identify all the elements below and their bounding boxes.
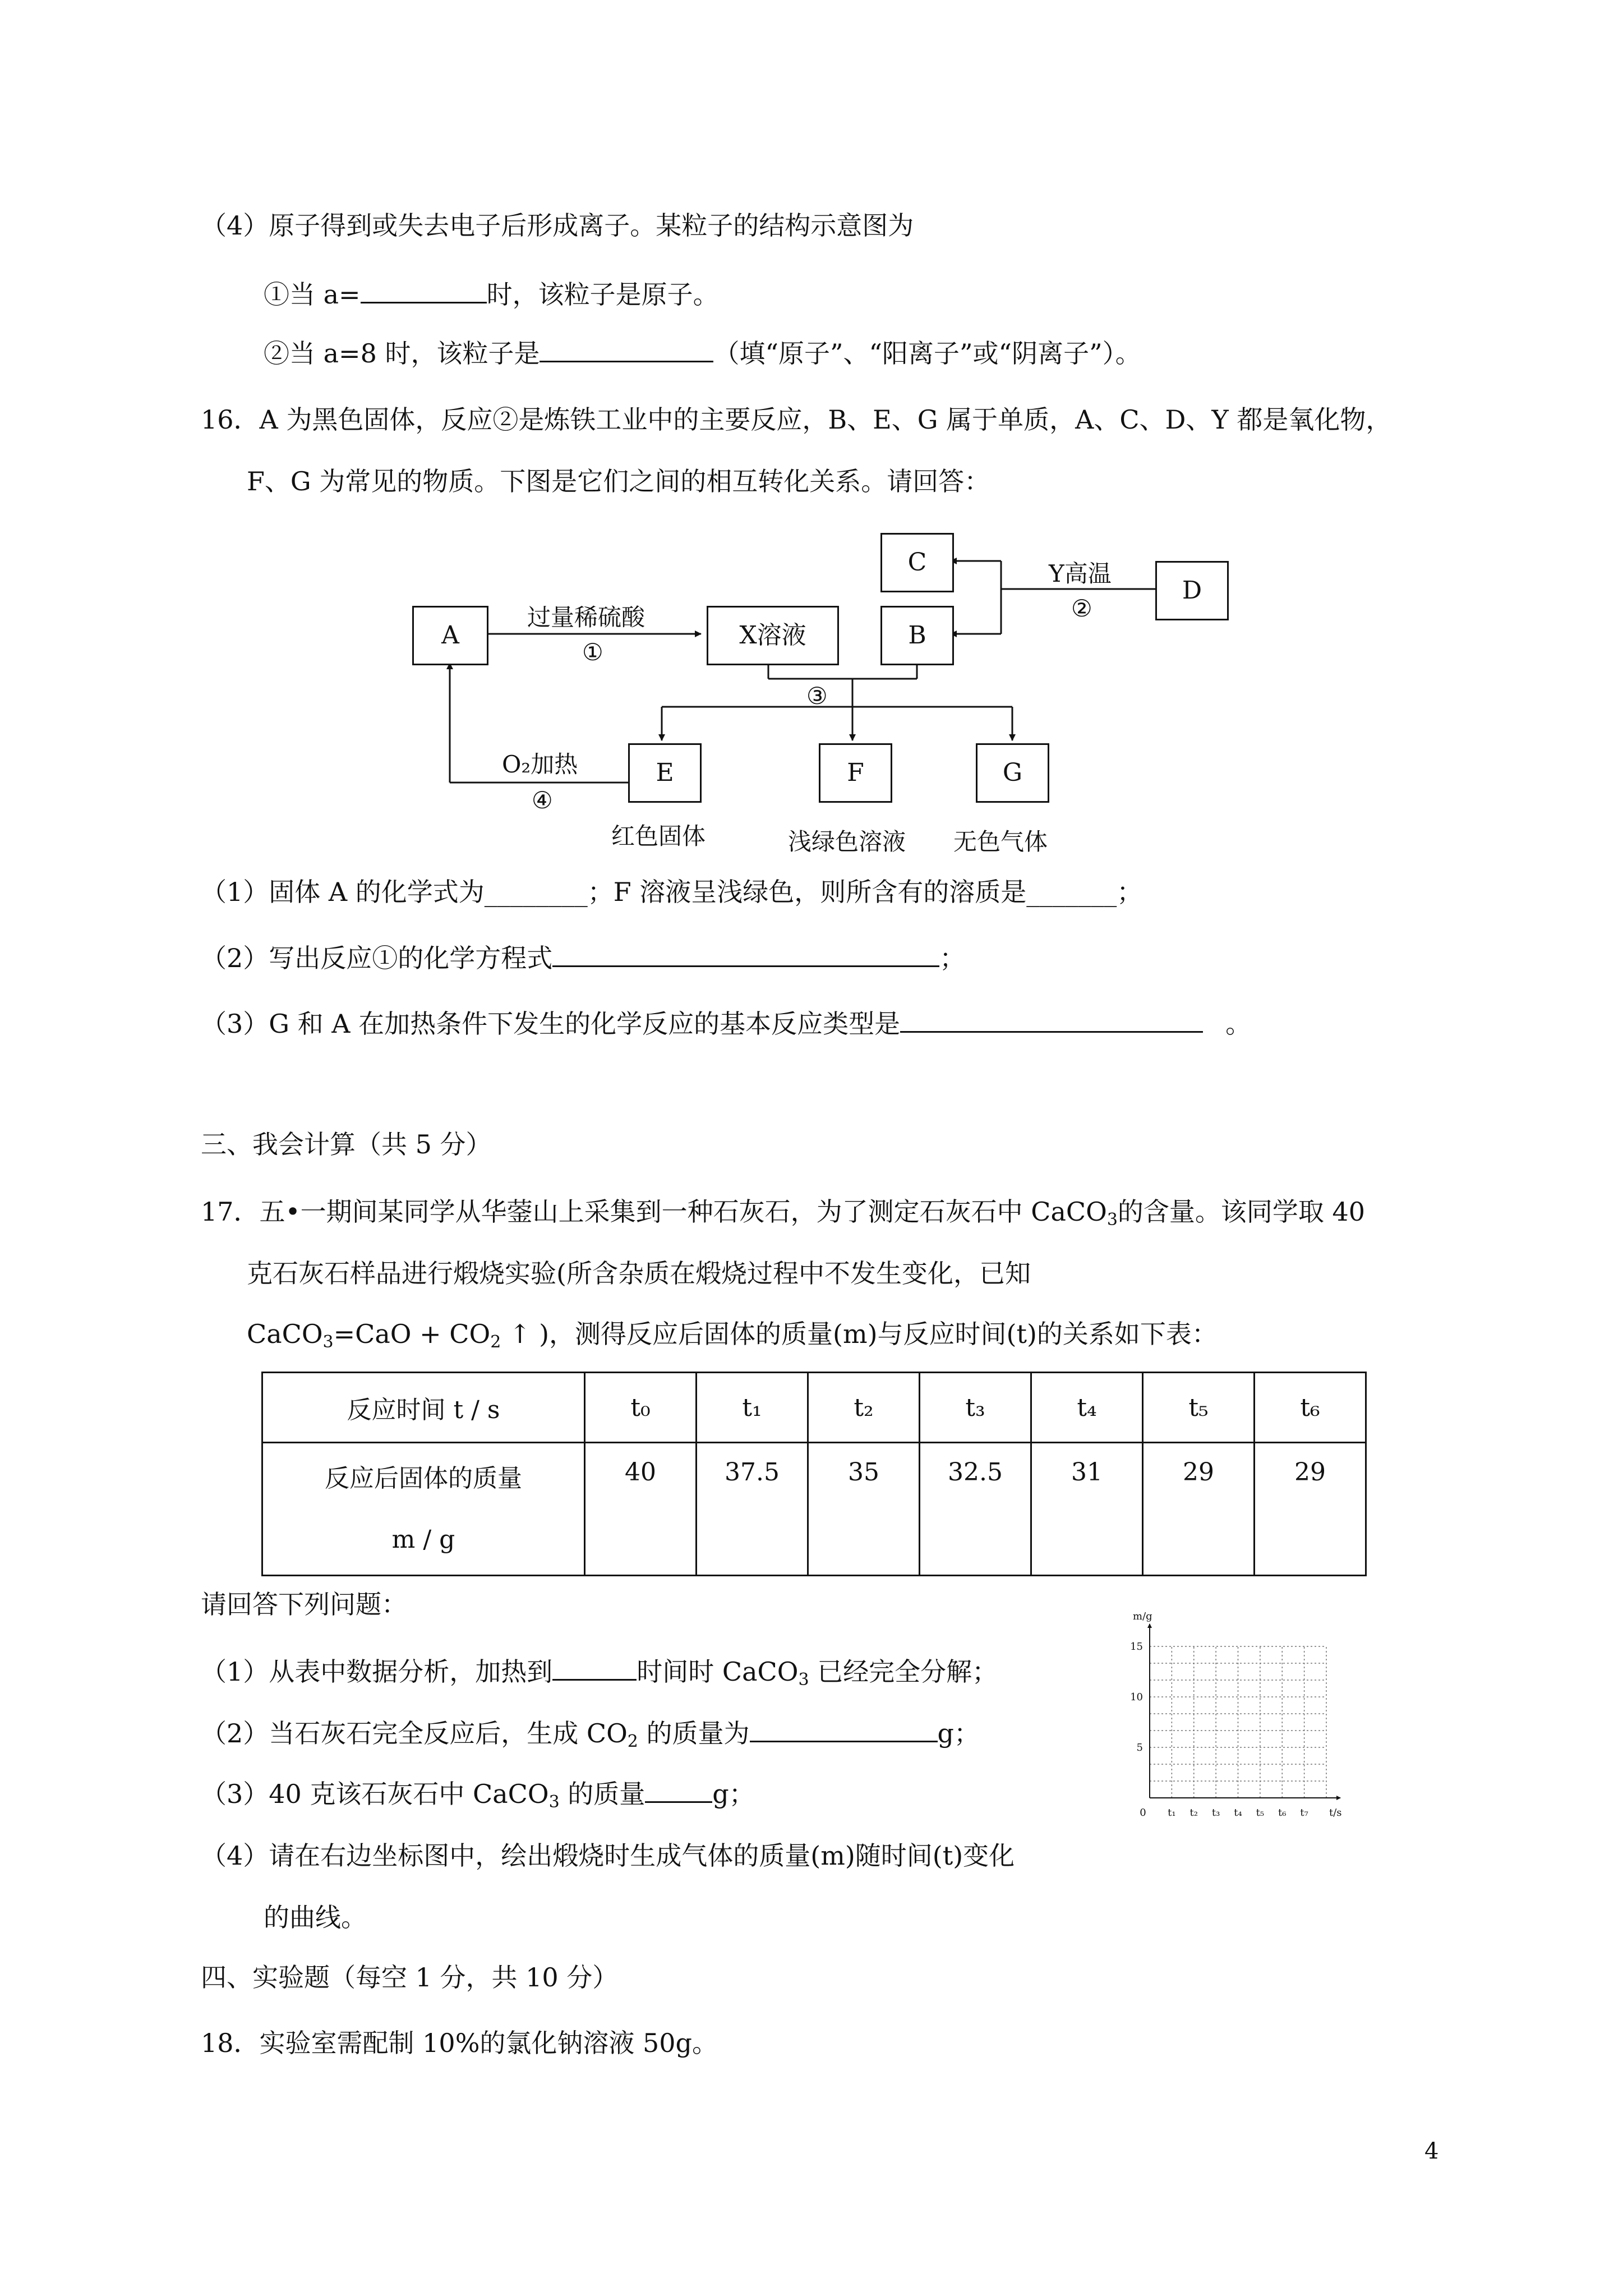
- answer-blank-caco3-mass[interactable]: [645, 1779, 712, 1803]
- mass-cell: 31: [1031, 1443, 1143, 1576]
- row-header-mass: 反应后固体的质量 m / g: [262, 1443, 585, 1576]
- arrow-2-number: ②: [1071, 595, 1092, 622]
- origin-label: 0: [1140, 1807, 1146, 1819]
- box-g: G: [976, 743, 1049, 803]
- mass-cell: 35: [808, 1443, 920, 1576]
- box-e: E: [628, 743, 702, 803]
- graph-grid: [1116, 1607, 1363, 1820]
- q17-sub-1: （1）从表中数据分析，加热到 时间时 CaCO$_3$ 已经完全分解；: [201, 1657, 998, 1690]
- arrow-1-label: 过量稀硫酸: [527, 604, 645, 631]
- box-b: B: [880, 606, 954, 665]
- section-3-heading: 三、我会计算（共 5 分）: [201, 1129, 492, 1159]
- q17-line1: 17．五•一期间某同学从华蓥山上采集到一种石灰石，为了测定石灰石中 CaCO$_3$的含量。该同学取 40: [201, 1197, 1366, 1230]
- arrow-3-number: ③: [806, 682, 828, 710]
- x-tick-label: t₁: [1168, 1807, 1176, 1819]
- q16-question-3: （3）G 和 A 在加热条件下发生的化学反应的基本反应类型是 。: [201, 1009, 1252, 1039]
- x-tick-label: t₅: [1256, 1807, 1265, 1819]
- reaction-data-table: [261, 1372, 1367, 1576]
- q17-line3: CaCO$_3$=CaO + $CO_2$ ↑ )，测得反应后固体的质量(m)与反应时间(t)的关系如下表：: [247, 1319, 1218, 1352]
- y-tick-label: 15: [1130, 1641, 1143, 1653]
- y-axis-label: m/g: [1133, 1611, 1152, 1622]
- section-4-heading: 四、实验题（每空 1 分，共 10 分）: [201, 1962, 619, 1993]
- answer-blank-co2-mass[interactable]: [750, 1718, 938, 1742]
- mass-cell: 32.5: [920, 1443, 1031, 1576]
- coordinate-graph[interactable]: [1116, 1607, 1363, 1820]
- q17-sub-2: （2）当石灰石完全反应后，生成 $CO_2$ 的质量为 g；: [201, 1718, 980, 1751]
- mass-cell: 37.5: [697, 1443, 808, 1576]
- mass-cell: 29: [1143, 1443, 1255, 1576]
- mass-cell: 40: [585, 1443, 697, 1576]
- q16-question-2: （2）写出反应①的化学方程式 ；: [201, 943, 966, 973]
- page-number: 4: [1424, 2138, 1439, 2164]
- q15-4-sub2: ②当 a=8 时，该粒子是 （填“原子”、“阳离子”或“阴离子”）。: [264, 338, 1141, 369]
- x-tick-label: t₇: [1300, 1807, 1308, 1819]
- q18-line: 18．实验室需配制 10%的氯化钠溶液 50g。: [201, 2028, 718, 2058]
- y-tick-label: 10: [1130, 1691, 1143, 1703]
- conversion-diagram: [393, 516, 1245, 864]
- box-c: C: [880, 533, 954, 592]
- arrow-2-label: Y高温: [1049, 560, 1112, 587]
- q17-sub-4-cont: 的曲线。: [264, 1902, 367, 1932]
- time-cell: t₁: [697, 1373, 808, 1443]
- q17-sub-4: （4）请在右边坐标图中，绘出煅烧时生成气体的质量(m)随时间(t)变化: [201, 1841, 1015, 1871]
- x-tick-label: t₂: [1189, 1807, 1198, 1819]
- arrow-1-number: ①: [582, 638, 603, 666]
- table-row: [262, 1373, 1366, 1443]
- q15-4-sub1: ①当 a= 时，该粒子是原子。: [264, 279, 719, 310]
- q16-question-1: （1）固体 A 的化学式为________；F 溶液呈浅绿色，则所含有的溶质是_______；: [201, 877, 1143, 907]
- q15-4-intro: （4）原子得到或失去电子后形成离子。某粒子的结构示意图为: [201, 210, 914, 241]
- answer-blank-reaction-type[interactable]: [900, 1009, 1203, 1033]
- table-row: [262, 1443, 1366, 1576]
- box-x-solution: X溶液: [707, 606, 839, 665]
- q17-line2: 克石灰石样品进行煅烧实验(所含杂质在煅烧过程中不发生变化，已知: [247, 1258, 1031, 1289]
- arrow-4-label: O₂加热: [502, 751, 578, 778]
- row-header-time: 反应时间 t / s: [262, 1373, 585, 1443]
- time-cell: t₃: [920, 1373, 1031, 1443]
- time-cell: t₆: [1255, 1373, 1366, 1443]
- q17-prompt: 请回答下列问题：: [201, 1589, 407, 1619]
- q16-line2: F、G 为常见的物质。下图是它们之间的相互转化关系。请回答：: [247, 466, 990, 496]
- time-cell: t₄: [1031, 1373, 1143, 1443]
- x-tick-label: t₆: [1278, 1807, 1287, 1819]
- q16-line1: 16．A 为黑色固体，反应②是炼铁工业中的主要反应，B、E、G 属于单质，A、C、D、Y 都是氧化物，: [201, 404, 1392, 435]
- box-f: F: [819, 743, 892, 803]
- x-tick-label: t₄: [1234, 1807, 1242, 1819]
- x-axis-label: t/s: [1329, 1807, 1342, 1819]
- y-tick-label: 5: [1136, 1742, 1143, 1754]
- time-cell: t₀: [585, 1373, 697, 1443]
- answer-blank-particle[interactable]: [540, 338, 713, 362]
- e-description: 红色固体: [611, 822, 706, 850]
- answer-blank-time[interactable]: [552, 1657, 637, 1681]
- x-tick-label: t₃: [1211, 1807, 1220, 1819]
- box-a: A: [412, 606, 488, 665]
- q17-sub-3: （3）40 克该石灰石中 CaCO$_3$ 的质量 g；: [201, 1779, 755, 1812]
- mass-cell: 29: [1255, 1443, 1366, 1576]
- answer-blank-a[interactable]: [361, 279, 487, 303]
- arrow-4-number: ④: [532, 786, 553, 814]
- time-cell: t₅: [1143, 1373, 1255, 1443]
- box-d: D: [1155, 561, 1229, 620]
- time-cell: t₂: [808, 1373, 920, 1443]
- f-description: 浅绿色溶液: [788, 828, 906, 855]
- answer-blank-equation[interactable]: [552, 943, 939, 967]
- g-description: 无色气体: [953, 828, 1048, 855]
